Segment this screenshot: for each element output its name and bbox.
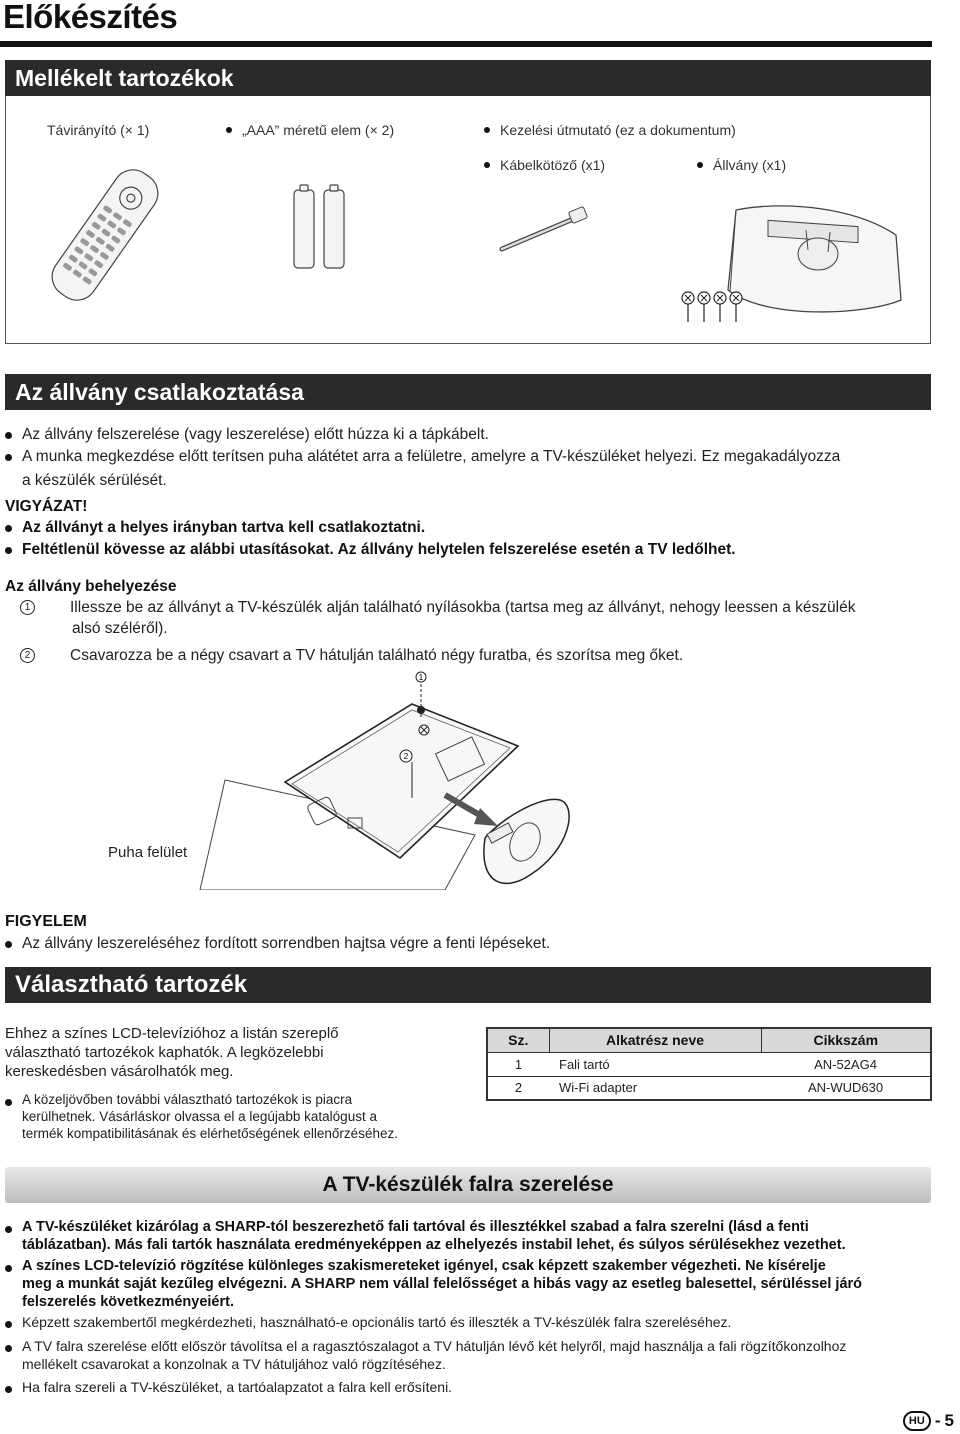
accessory-remote-label: Távirányító (× 1) <box>47 122 150 138</box>
wall-bold-bullet-2-line-1: A színes LCD-televízió rögzítése különleges szakismereteket igényel, csak képzett szakember végezheti. Ne kísérelje <box>5 1257 826 1275</box>
table-header-no: Sz. <box>487 1028 549 1052</box>
page-number-block <box>903 1411 954 1431</box>
screws-illustration <box>678 290 748 326</box>
wall-bold-bullet-1-line-1: A TV-készüléket kizárólag a SHARP-tól beszerezhető fali tartóval és illesztékkel szabad a falra szerelni (lásd a fenti <box>5 1218 809 1236</box>
note-label: FIGYELEM <box>5 913 87 930</box>
page-separator: - <box>934 1411 941 1430</box>
bullet-dot <box>484 127 490 133</box>
wall-bullet-1: Képzett szakembertől megkérdezheti, használható-e opcionális tartó és illeszték a TV-készülék falra szereléséhez. <box>5 1313 731 1331</box>
wall-bold-bullet-1-line-2: táblázatban). Más fali tartók használata eredményeképpen az elhelyezés instabil lehet, és súlyos sérülésekhez vezethet. <box>22 1237 846 1253</box>
section-heading-accessories: Mellékelt tartozékok <box>5 60 931 96</box>
note-bullet: Az állvány leszereléséhez fordított sorrendben hajtsa végre a fenti lépéseket. <box>5 933 550 955</box>
diagram-soft-surface-label: Puha felület <box>108 844 188 861</box>
step-1 <box>0 597 855 619</box>
optional-para-line-3: kereskedésben vásárolhatók meg. <box>5 1063 234 1080</box>
table-row <box>487 1052 931 1076</box>
stand-bullet-1: Az állvány felszerelése (vagy leszerelése) előtt húzza ki a tápkábelt. <box>5 424 489 446</box>
wall-bold-bullet-2-line-3: felszerelés következményeiért. <box>22 1294 234 1310</box>
optional-bullet-line-2: kerülhetnek. Vásárláskor olvassa el a legújabb katalógust a <box>22 1109 377 1124</box>
diagram-mark-1-label: 1 <box>418 673 424 682</box>
bullet-dot <box>697 162 703 168</box>
table-cell: AN-WUD630 <box>761 1076 931 1100</box>
accessory-batteries <box>226 122 394 138</box>
table-cell: Fali tartó <box>549 1052 761 1076</box>
caution-label: VIGYÁZAT! <box>5 498 88 515</box>
table-header-part-number: Cikkszám <box>761 1028 931 1052</box>
optional-para-line-1: Ehhez a színes LCD-televízióhoz a listán szereplő <box>5 1025 339 1042</box>
batteries-illustration <box>286 184 356 270</box>
section-heading-wall-mount: A TV-készülék falra szerelése <box>5 1167 931 1203</box>
optional-bullet-line-3: termék kompatibilitásának és elérhetőségének ellenőrzéséhez. <box>22 1126 398 1141</box>
table-header-part-name: Alkatrész neve <box>549 1028 761 1052</box>
table-row <box>487 1076 931 1100</box>
insert-heading: Az állvány behelyezése <box>5 578 177 595</box>
step-2 <box>0 645 683 667</box>
wall-bullet-3: Ha falra szereli a TV-készüléket, a tartóalapzatot a falra kell erősíteni. <box>5 1378 452 1396</box>
language-badge: HU <box>903 1411 931 1431</box>
optional-para-line-2: választható tartozékok kaphatók. A legközelebbi <box>5 1044 324 1061</box>
table-cell: 1 <box>487 1052 549 1076</box>
accessory-batteries-label: „AAA” méretű elem (× 2) <box>242 122 395 138</box>
caution-bullet-2: Feltétlenül kövesse az alábbi utasításokat. Az állvány helytelen felszerelése esetén a TV ledőlhet. <box>5 539 736 561</box>
title-rule <box>0 41 932 47</box>
table-header-row <box>487 1028 931 1052</box>
page-number: 5 <box>944 1411 954 1430</box>
bullet-dot <box>226 127 232 133</box>
step-2-text: Csavarozza be a négy csavart a TV hátulján található négy furatba, és szorítsa meg őket. <box>70 647 684 664</box>
wall-bullet-2-line-1: A TV falra szerelése előtt először távolítsa el a ragasztószalagot a TV hátulján lévő két helyről, majd használja a fali rögzítőkonzolhoz <box>5 1337 846 1355</box>
diagram-mark-2-label: 2 <box>403 752 409 761</box>
table-cell: AN-52AG4 <box>761 1052 931 1076</box>
accessory-cable-tie <box>484 157 605 173</box>
step-1-text-cont: alsó széléről). <box>72 620 168 637</box>
accessory-stand <box>697 157 786 173</box>
wall-bold-bullet-2-line-2: meg a munkát saját kezűleg elvégezni. A SHARP nem vállal felelősséget a hibás vagy az esetleg balesettel, sérüléssel járó <box>22 1276 863 1292</box>
step-2-number: 2 <box>20 648 35 663</box>
accessory-stand-label: Állvány (x1) <box>713 157 787 173</box>
accessory-manual-label: Kezelési útmutató (ez a dokumentum) <box>500 122 736 138</box>
step-1-text: Illessze be az állványt a TV-készülék alján található nyílásokba (tartsa meg az állványt, nehogy leessen a készülék <box>70 599 856 616</box>
section-heading-optional: Választható tartozék <box>5 967 931 1003</box>
step-1-number: 1 <box>20 600 35 615</box>
wall-bullet-2-line-2: mellékelt csavarokat a konzolnak a TV hátuljához való rögzítéséhez. <box>22 1356 446 1372</box>
stand-bullet-2: A munka megkezdése előtt terítsen puha alátétet arra a felületre, amelyre a TV-készüléket helyezi. Ez megakadályozza <box>5 446 840 468</box>
optional-parts-table <box>486 1027 932 1101</box>
bullet-dot <box>484 162 490 168</box>
table-cell: Wi-Fi adapter <box>549 1076 761 1100</box>
table-cell: 2 <box>487 1076 549 1100</box>
page-title: Előkészítés <box>3 0 178 35</box>
caution-bullet-1: Az állványt a helyes irányban tartva kell csatlakoztatni. <box>5 517 425 539</box>
cable-tie-illustration <box>498 205 593 255</box>
remote-control-illustration <box>40 160 170 310</box>
accessory-manual <box>484 122 736 138</box>
section-heading-stand: Az állvány csatlakoztatása <box>5 374 931 410</box>
optional-bullet-line-1: A közeljövőben további választható tartozékok is piacra <box>5 1091 352 1108</box>
stand-bullet-2-cont: a készülék sérülését. <box>22 472 167 489</box>
accessory-cable-tie-label: Kábelkötöző (x1) <box>500 157 606 173</box>
